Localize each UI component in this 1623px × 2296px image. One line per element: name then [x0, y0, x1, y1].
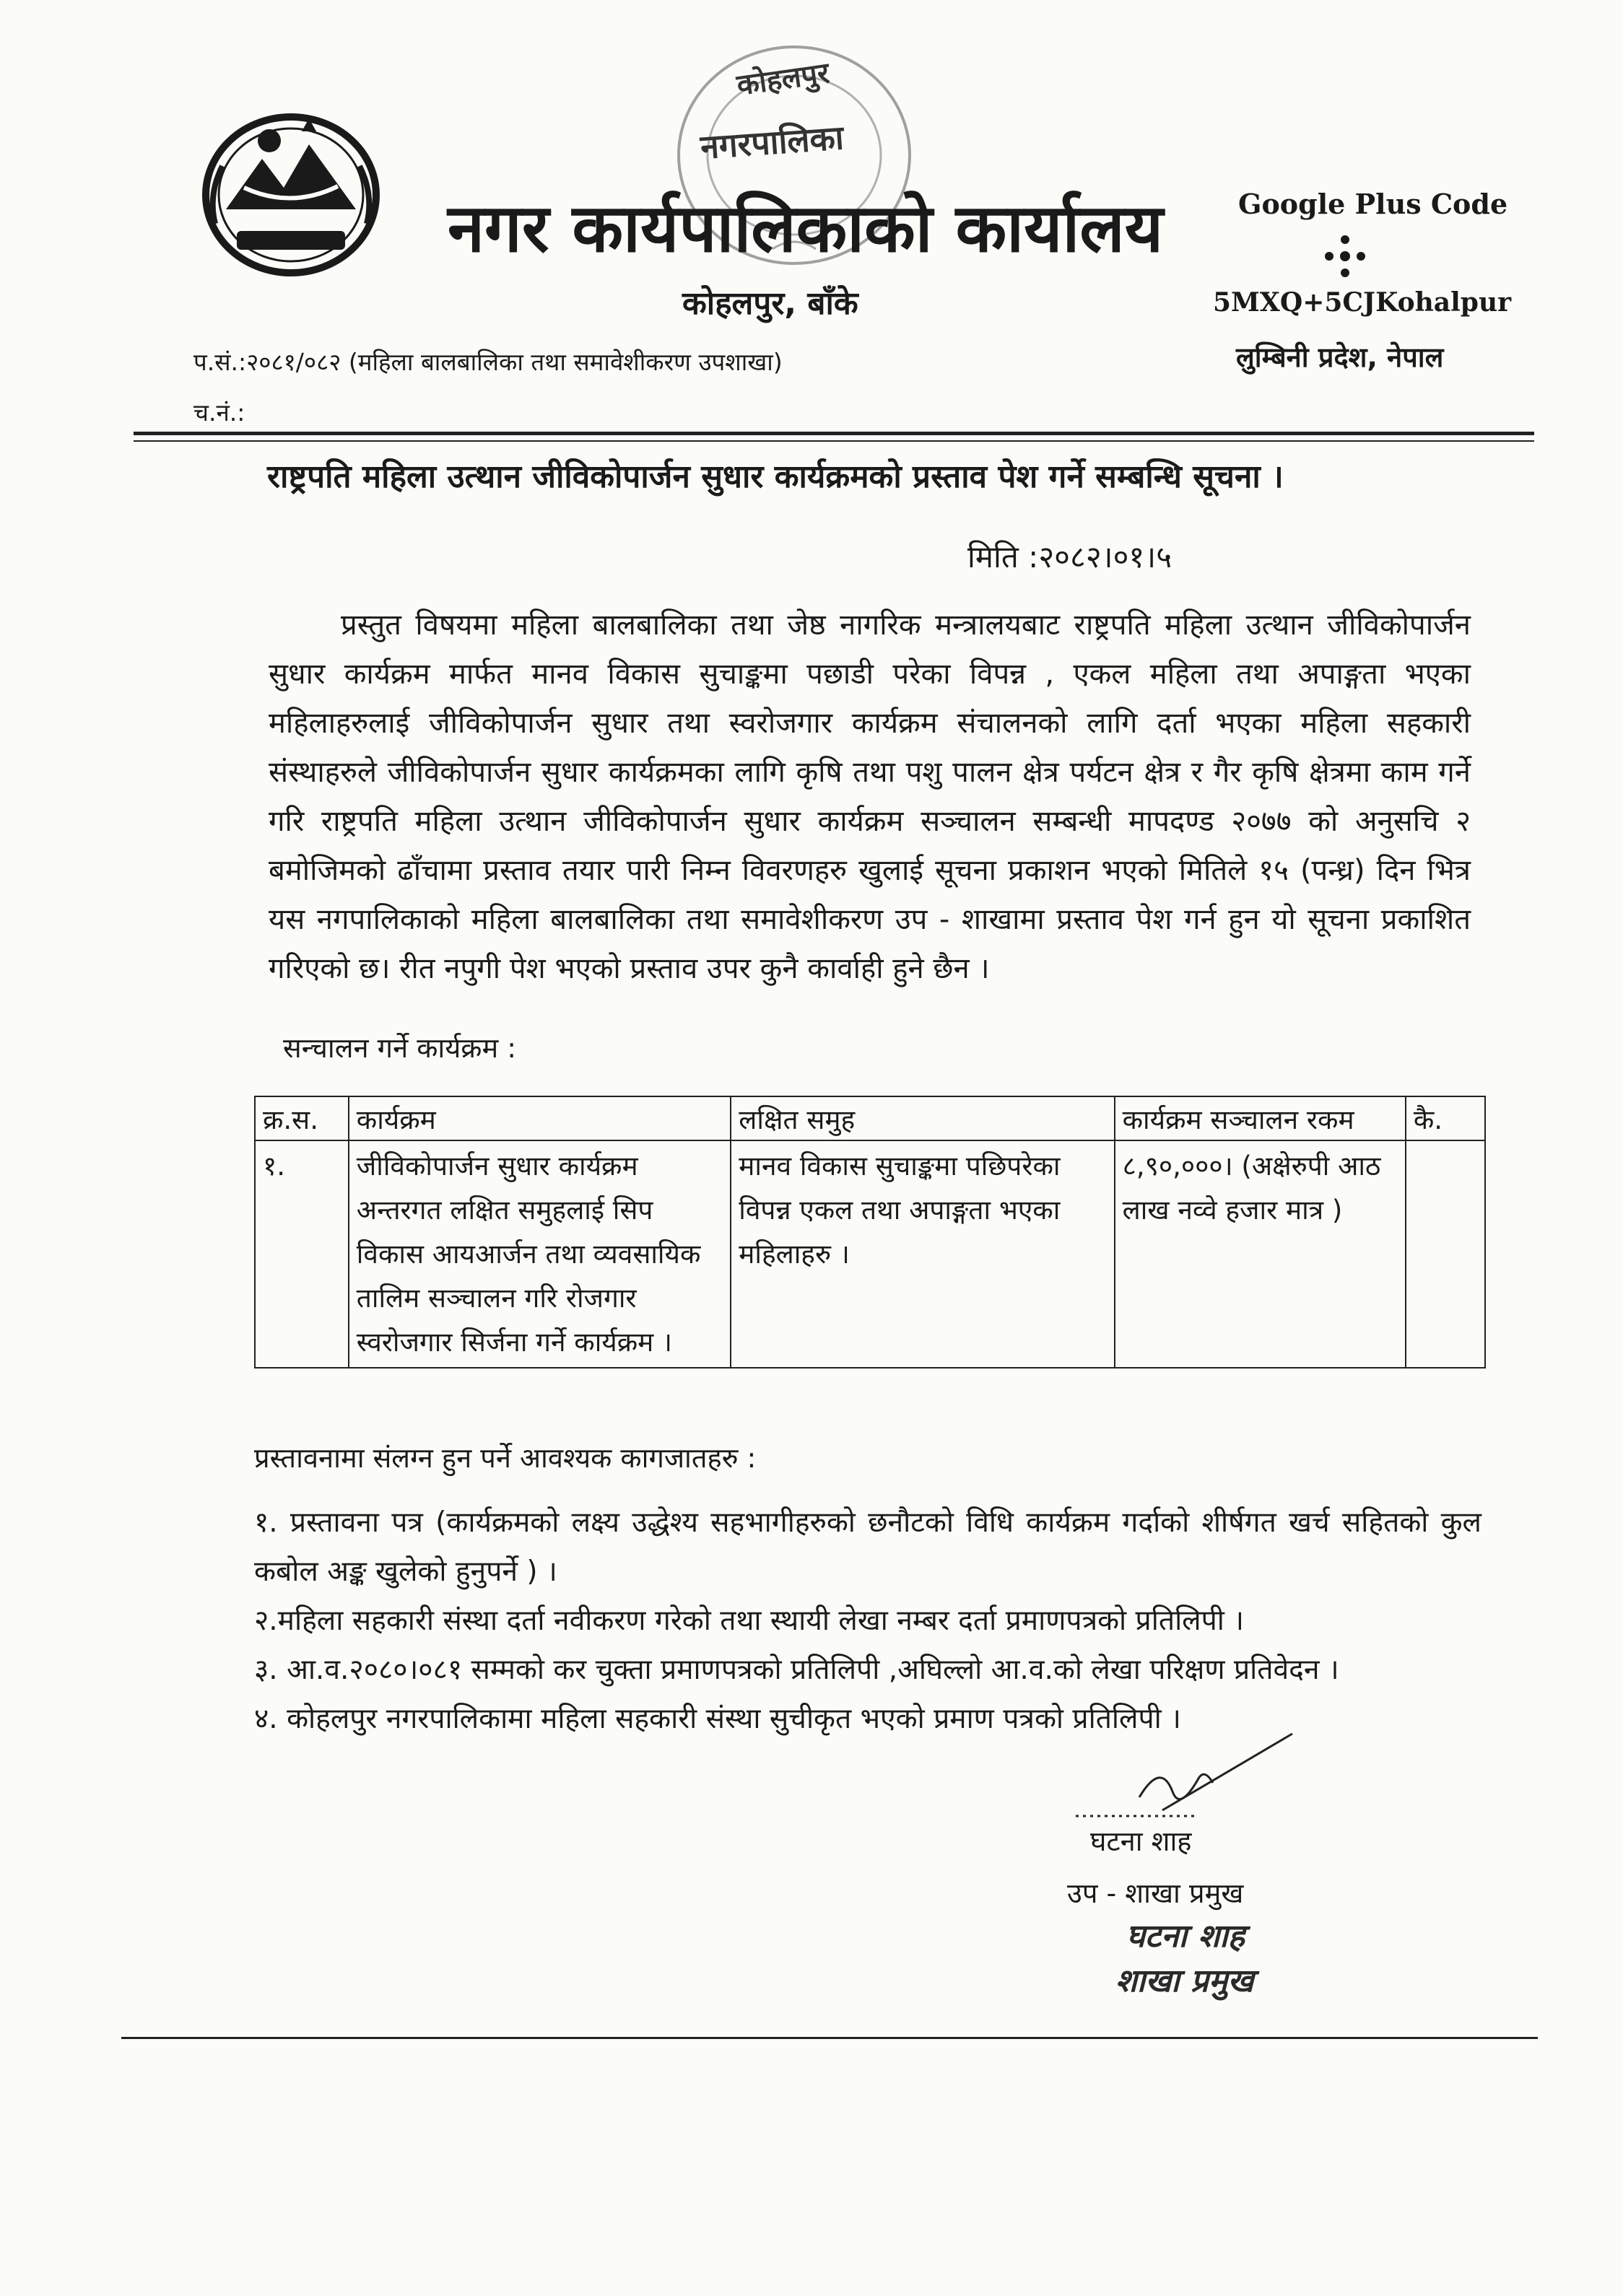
- cell-sn: १.: [255, 1140, 349, 1368]
- stamp-name: घटना शाह: [1126, 1918, 1245, 1955]
- signatory-title: उप - शाखा प्रमुख: [1067, 1877, 1244, 1909]
- col-header-target-group: लक्षित समुह: [731, 1096, 1114, 1140]
- handwritten-signature: [1076, 1725, 1307, 1826]
- reference-number: प.सं.:२०८१/०८२ (महिला बालबालिका तथा समावेशीकरण उपशाखा): [193, 348, 783, 376]
- google-plus-code-label: Google Plus Code: [1238, 188, 1508, 220]
- cell-program: जीविकोपार्जन सुधार कार्यक्रम अन्तरगत लक्षित समुहलाई सिप विकास आयआर्जन तथा व्यवसायिक तालिम सञ्चालन गरि रोजगार स्वरोजगार सिर्जना गर्ने कार्यक्रम ।: [349, 1140, 731, 1368]
- dispatch-number: च.नं.:: [193, 398, 245, 427]
- notice-subject: राष्ट्रपति महिला उत्थान जीविकोपार्जन सुधार कार्यक्रमको प्रस्ताव पेश गर्ने सम्बन्धि सूचना ।: [267, 458, 1284, 495]
- seal-text-top: कोहलपुर: [734, 56, 832, 102]
- cell-remarks: [1406, 1140, 1485, 1368]
- col-header-sn: क्र.स.: [255, 1096, 349, 1140]
- office-title: नगर कार्यपालिकाको कार्यालय: [448, 189, 1164, 267]
- cell-amount: ८,९०,०००। (अक्षेरुपी आठ लाख नव्वे हजार मात्र ): [1115, 1140, 1406, 1368]
- col-header-program: कार्यक्रम: [349, 1096, 731, 1140]
- google-plus-code: 5MXQ+5CJKohalpur: [1213, 287, 1512, 318]
- document-item: २.महिला सहकारी संस्था दर्ता नवीकरण गरेको तथा स्थायी लेखा नम्बर दर्ता प्रमाणपत्रको प्रतिलिपी ।: [254, 1605, 1245, 1637]
- seal-text-middle: नगरपालिका: [699, 118, 845, 167]
- plus-code-dots-icon: [1320, 231, 1370, 281]
- notice-date: मिति :२०८२।०१।५: [967, 539, 1172, 575]
- header-rule-thin: [134, 440, 1534, 442]
- table-header-row: [255, 1096, 1485, 1140]
- footer-rule: [121, 2037, 1538, 2039]
- programs-heading: सन्चालन गर्ने कार्यक्रम :: [283, 1032, 517, 1064]
- programs-table: [254, 1096, 1486, 1369]
- document-item: १. प्रस्तावना पत्र (कार्यक्रमको लक्ष्य उद्धेश्य सहभागीहरुको छनौटको विधि कार्यक्रम गर्दाको शीर्षगत खर्च सहितको कुल कबोल अङ्क खुलेको हुनुपर्ने ) ।: [254, 1506, 1481, 1588]
- document-item: ३. आ.व.२०८०।०८१ सम्मको कर चुक्ता प्रमाणपत्रको प्रतिलिपी ,अघिल्लो आ.व.को लेखा परिक्षण प्रतिवेदन ।: [254, 1654, 1339, 1686]
- header-rule-thick: [134, 432, 1534, 435]
- province-label: लुम्बिनी प्रदेश, नेपाल: [1236, 341, 1444, 373]
- col-header-amount: कार्यक्रम सञ्चालन रकम: [1115, 1096, 1406, 1140]
- stamp-title: शाखा प्रमुख: [1115, 1963, 1254, 1999]
- signatory-name: घटना शाह: [1090, 1825, 1192, 1857]
- document-item: ४. कोहलपुर नगरपालिकामा महिला सहकारी संस्था सुचीकृत भएको प्रमाण पत्रको प्रतिलिपी ।: [254, 1703, 1181, 1735]
- office-location: कोहलपुर, बाँके: [682, 285, 858, 322]
- cell-target-group: मानव विकास सुचाङ्कमा पछिपरेका विपन्न एकल तथा अपाङ्गता भएका महिलाहरु ।: [731, 1140, 1114, 1368]
- table-row: [255, 1140, 1485, 1368]
- documents-heading: प्रस्तावनामा संलग्न हुन पर्ने आवश्यक कागजातहरु :: [254, 1442, 757, 1474]
- notice-body: प्रस्तुत विषयमा महिला बालबालिका तथा जेष्ठ नागरिक मन्त्रालयबाट राष्ट्रपति महिला उत्थान जीविकोपार्जन सुधार कार्यक्रम मार्फत मानव विकास सुचाङ्कमा पछाडी परेका विपन्न , एकल महिला तथा अपाङ्गता भएका महिलाहरुलाई जीविकोपार्जन सुधार तथा स्वरोजगार कार्यक्रम संचालनको लागि दर्ता भएका महिला सहकारी संस्थाहरुले जीविकोपार्जन सुधार कार्यक्रमका लागि कृषि तथा पशु पालन क्षेत्र पर्यटन क्षेत्र र गैर कृषि क्षेत्रमा काम गर्ने गरि राष्ट्रपति महिला उत्थान जीविकोपार्जन सुधार कार्यक्रम सञ्चालन सम्बन्धी मापदण्ड २०७७ को अनुसचि २ बमोजिमको ढाँचामा प्रस्ताव तयार पारी निम्न विवरणहरु खुलाई सूचना प्रकाशन भएको मितिले १५ (पन्ध्र) दिन भित्र यस नगपालिकाको महिला बालबालिका तथा समावेशीकरण उप - शाखामा प्रस्ताव पेश गर्न हुन यो सूचना प्रकाशित गरिएको छ। रीत नपुगी पेश भएको प्रस्ताव उपर कुनै कार्वाही हुने छैन ।: [269, 608, 1471, 985]
- nepal-government-emblem: [193, 101, 388, 281]
- col-header-remarks: कै.: [1406, 1096, 1485, 1140]
